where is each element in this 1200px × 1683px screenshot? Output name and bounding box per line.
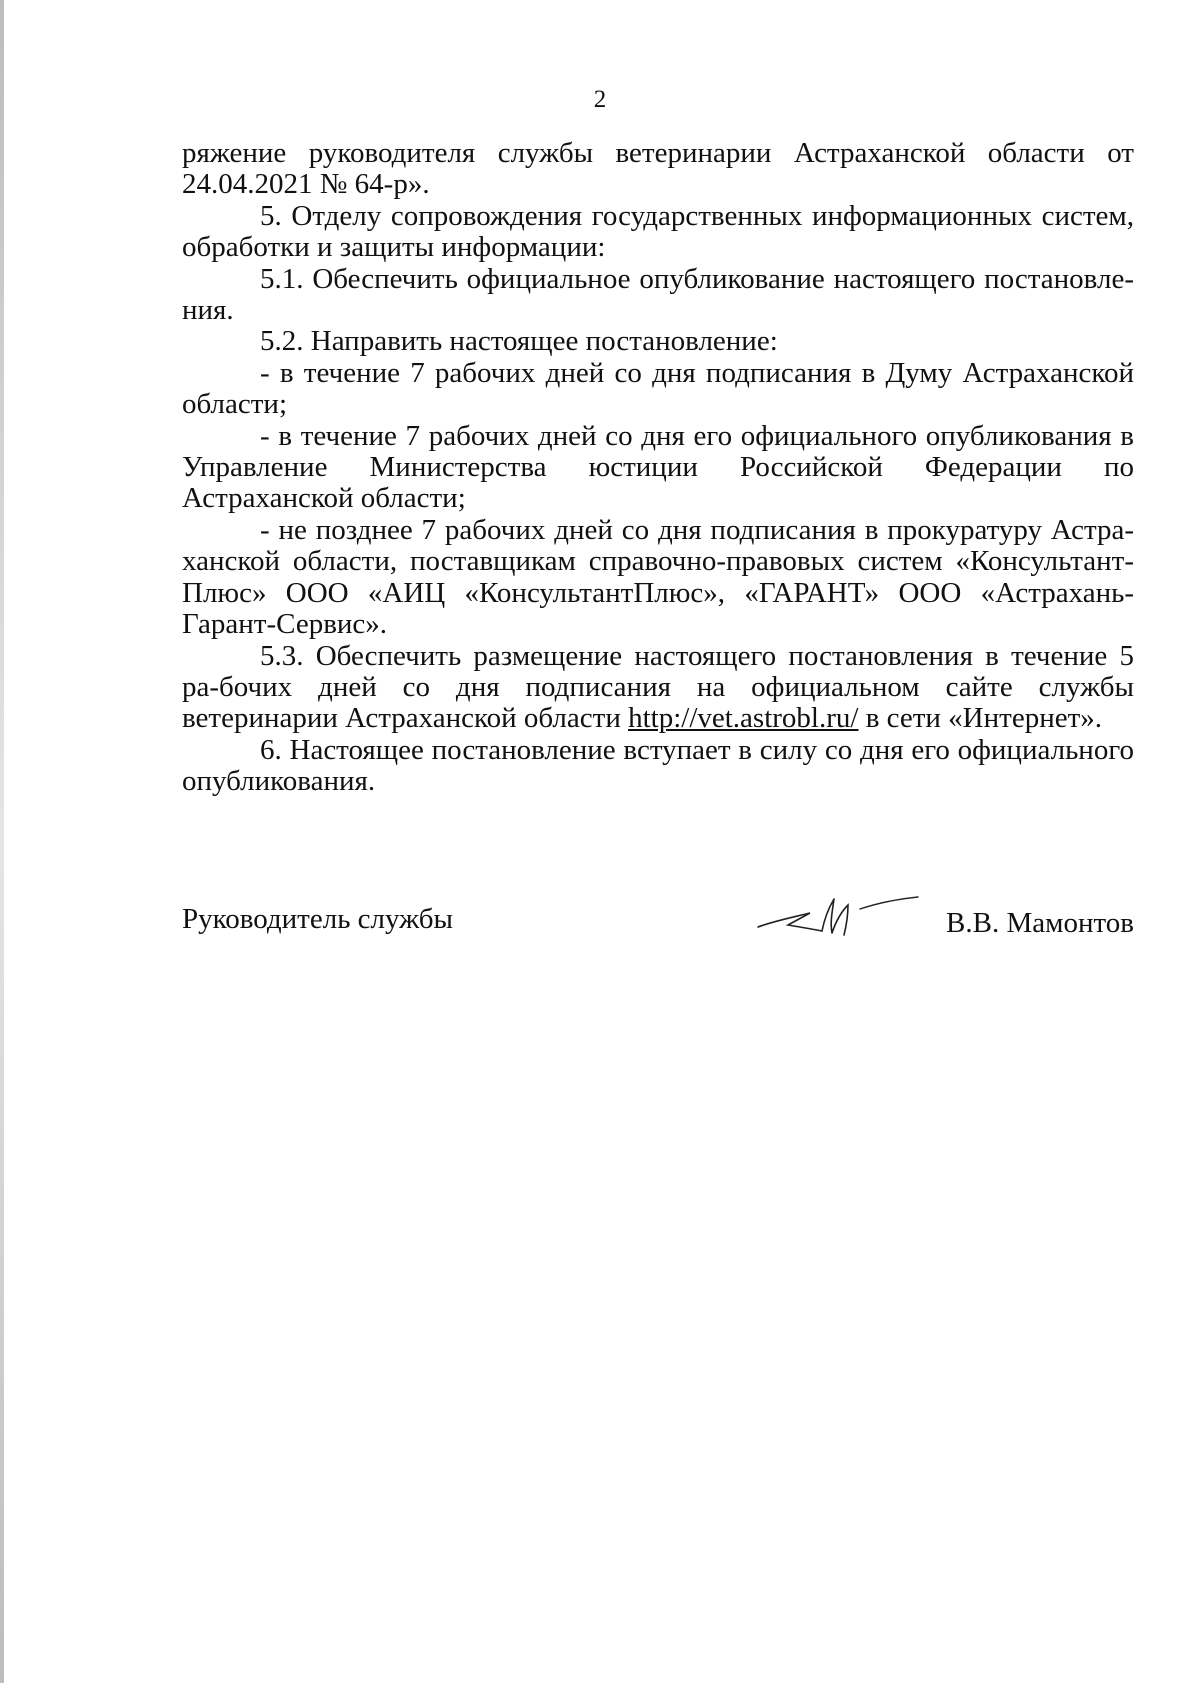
paragraph-continuation: ряжение руководителя службы ветеринарии Астраханской области от 24.04.2021 № 64-р».	[182, 137, 1134, 201]
signer-name: В.В. Мамонтов	[946, 907, 1134, 939]
paragraph-5-3	[182, 641, 1134, 735]
document-body	[182, 138, 1134, 798]
signer-title: Руководитель службы	[182, 903, 454, 935]
paragraph-6: 6. Настоящее постановление вступает в силу со дня его официального опубликования.	[182, 733, 1134, 798]
paragraph-5-3-text-end: в сети «Интернет».	[858, 702, 1103, 735]
paragraph-5-2-item-duma: - в течение 7 рабочих дней со дня подписания в Думу Астраханской области;	[182, 356, 1134, 421]
page-number: 2	[593, 86, 607, 113]
paragraph-5: 5. Отделу сопровождения государственных информационных систем, обработки и защиты информации:	[182, 199, 1134, 264]
scan-edge-shadow	[0, 0, 4, 1683]
paragraph-5-2-item-prosecutor: - не позднее 7 рабочих дней со дня подписания в прокуратуру Астра-ханской области, поставщикам справочно-правовых систем «Консультант-Плюс» ООО «АИЦ «КонсультантПлюс», «ГАРАНТ» ООО «Астрахань-Гарант-Сервис».	[182, 513, 1134, 641]
handwritten-signature	[752, 887, 922, 947]
paragraph-5-3-text-start: 5.3. Обеспечить размещение настоящего постановления в течение 5 ра-бочих дней со дня подписания на официальном сайте службы ветеринарии Астраханской области	[182, 639, 1134, 735]
paragraph-5-2-item-ministry: - в течение 7 рабочих дней со дня его официального опубликования в Управление Министерства юстиции Российской Федерации по Астраханской области;	[182, 419, 1134, 515]
paragraph-5-1: 5.1. Обеспечить официальное опубликование настоящего постановле-ния.	[182, 262, 1134, 327]
website-link[interactable]: http://vet.astrobl.ru/	[628, 702, 859, 735]
paragraph-5-2: 5.2. Направить настоящее постановление:	[260, 325, 778, 358]
signature-block	[182, 903, 1134, 963]
